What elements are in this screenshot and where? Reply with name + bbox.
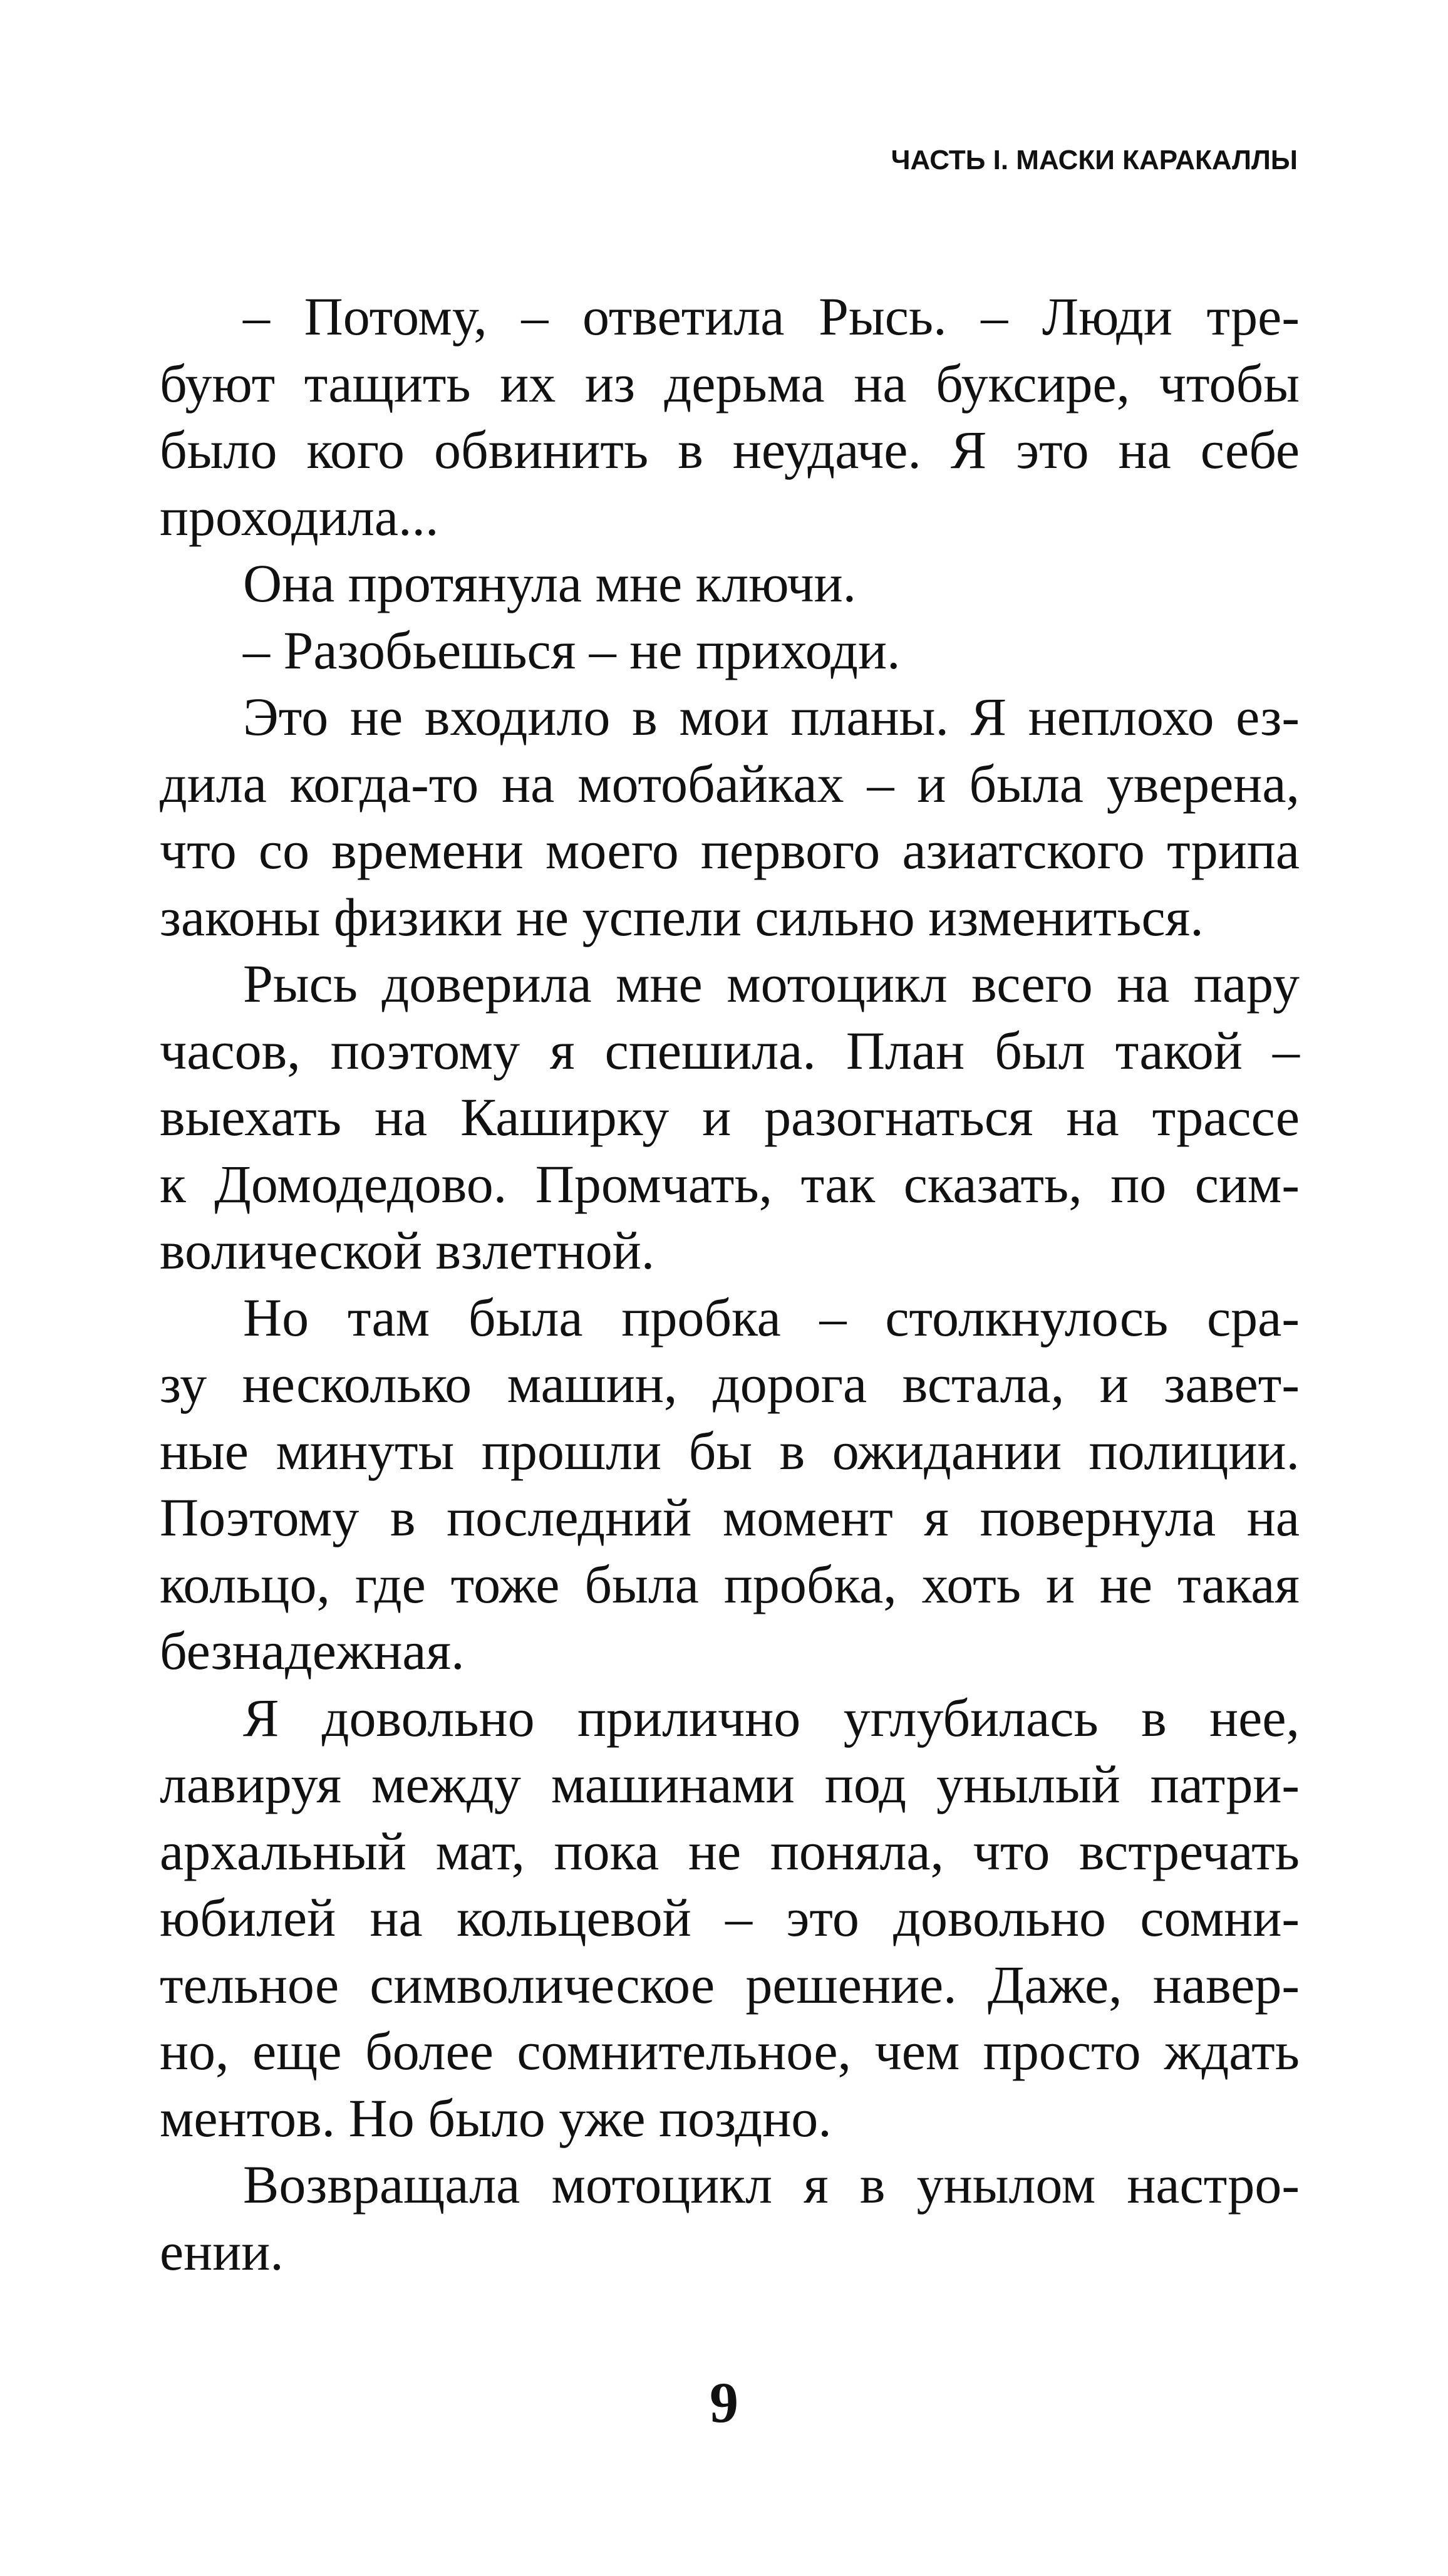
text-line: безнадежная.: [160, 1621, 465, 1681]
text-line: проходила...: [160, 486, 439, 547]
paragraph-7: [160, 1685, 1300, 2152]
text-line: законы физики не успели сильно измениться.: [160, 886, 1204, 947]
text-line: Поэтому в последний момент я повернула на: [160, 1487, 1300, 1547]
running-header: ЧАСТЬ I. МАСКИ КАРАКАЛЛЫ: [891, 145, 1298, 175]
text-line: архальный мат, пока не поняла, что встречать: [160, 1820, 1300, 1881]
text-line: – Потому, – ответила Рысь. – Люди тре-: [243, 286, 1300, 346]
text-line: лавируя между машинами под унылый патри-: [160, 1754, 1300, 1814]
text-line: было кого обвинить в неудаче. Я это на себе: [160, 420, 1300, 480]
paragraph-1: [160, 283, 1300, 550]
text-line: зу несколько машин, дорога встала, и завет-: [160, 1354, 1300, 1414]
text-line: Но там была пробка – столкнулось сра-: [243, 1287, 1300, 1348]
text-line: юбилей на кольцевой – это довольно сомни-: [160, 1888, 1300, 1948]
paragraph-5: [160, 950, 1300, 1284]
paragraph-8: [160, 2151, 1300, 2285]
text-line: волической взлетной.: [160, 1220, 655, 1280]
text-line: ментов. Но было уже поздно.: [160, 2087, 832, 2148]
text-line: Рысь доверила мне мотоцикл всего на пару: [243, 953, 1300, 1014]
paragraph-6: [160, 1284, 1300, 1685]
paragraph-3: [160, 617, 1300, 684]
text-line: Это не входило в мои планы. Я неплохо ез-: [243, 687, 1300, 747]
text-line: кольцо, где тоже была пробка, хоть и не такая: [160, 1554, 1300, 1614]
paragraph-2: [160, 550, 1300, 617]
text-body: [160, 283, 1300, 2285]
text-line: к Домодедово. Промчать, так сказать, по сим-: [160, 1153, 1300, 1214]
text-line: что со времени моего первого азиатского трипа: [160, 820, 1300, 880]
text-line: дила когда-то на мотобайках – и была уверена,: [160, 753, 1300, 814]
text-line: – Разобьешься – не приходи.: [243, 620, 901, 680]
text-line: Возвращала мотоцикл я в унылом настро-: [243, 2154, 1300, 2215]
text-line: часов, поэтому я спешила. План был такой –: [160, 1020, 1300, 1081]
text-line: но, еще более сомнительное, чем просто ждать: [160, 2021, 1300, 2081]
text-line: Я довольно прилично углубилась в нее,: [243, 1687, 1300, 1748]
text-line: выехать на Каширку и разогнаться на трассе: [160, 1087, 1300, 1147]
text-line: ении.: [160, 2221, 284, 2282]
text-line: Она протянула мне ключи.: [243, 553, 857, 613]
page-number: 9: [710, 2371, 738, 2434]
text-line: буют тащить их из дерьма на буксире, чтобы: [160, 353, 1300, 413]
text-line: ные минуты прошли бы в ожидании полиции.: [160, 1420, 1300, 1481]
text-line: тельное символическое решение. Даже, навер-: [160, 1954, 1300, 2015]
paragraph-4: [160, 683, 1300, 950]
